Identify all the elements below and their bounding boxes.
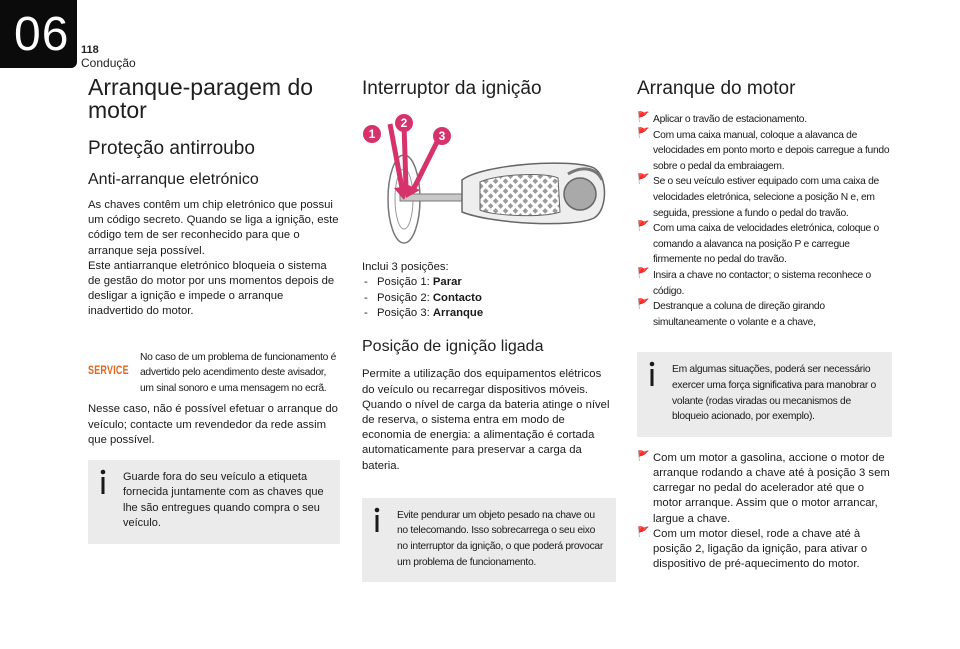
ignition-key-illustration [362, 114, 616, 254]
svg-text:2: 2 [400, 116, 408, 130]
chapter-title: Condução [81, 56, 136, 70]
list-item: 🚩 Destranque a coluna de direção girando simultaneamente o volante e a chave, [637, 299, 825, 328]
positions-intro: Inclui 3 posições: [362, 261, 449, 273]
ignition-on-paragraph-1: Permite a utilização dos equipamentos elétricos do veículo ou recarregar dispositivos móveis. [362, 368, 602, 396]
column-engine-start [637, 76, 892, 572]
engine-type-steps-list [637, 451, 892, 573]
immobiliser-paragraph-2: Este antiarranque eletrónico bloqueia o sistema de gestão do motor por uns momentos depois de desligar a ignição e impede o arranque inadvertido do motor. [88, 259, 335, 318]
page-number: 118 [81, 44, 99, 56]
info-note-text: Guarde fora do seu veículo a etiqueta fornecida juntamente com as chaves que lhe são entregues quando compra o seu veículo. [123, 471, 324, 530]
immobiliser-paragraph-1: As chaves contêm um chip eletrónico que possui um código secreto. Quando se liga a ignição, este código tem de ser reconhecido para que o arranque seja possível. [88, 199, 339, 257]
page-title: Arranque-paragem do motor [88, 74, 314, 123]
list-item: 🚩 Com um motor diesel, rode a chave até à posição 2, ligação da ignição, para ativar o dispositivo de pré-aquecimento do motor. [637, 526, 868, 571]
step-flag-icon: 🚩 [637, 127, 650, 139]
chapter-tab [0, 0, 77, 68]
start-steps-list [637, 112, 892, 330]
list-item: 🚩 Insira a chave no contactor; o sistema reconhece o código. [637, 267, 871, 297]
step-flag-icon: 🚩 [637, 267, 650, 279]
subsection-title-immobiliser: Anti-arranque eletrónico [88, 171, 259, 188]
section-title-engine-start: Arranque do motor [637, 78, 796, 99]
list-item: 🚩 Aplicar o travão de estacionamento. [637, 112, 807, 125]
ignition-on-paragraph-2: Quando o nível de carga da bateria atinge o nível de reserva, o sistema entra em modo de economia de energia: a alimentação é cortada automaticamente para preservar a carga da bateria. [362, 398, 610, 472]
info-icon [97, 469, 109, 495]
info-note-key-label [88, 460, 340, 544]
list-item: 🚩 Com uma caixa manual, coloque a alavanca de velocidades em ponto morto e depois carregue a fundo sobre o pedal da embraiagem. [637, 127, 890, 172]
chapter-number: 06 [14, 8, 70, 61]
info-note-heavy-object [362, 498, 616, 582]
list-item: - Posição 1: Parar [362, 275, 616, 290]
list-item: - Posição 2: Contacto [362, 291, 616, 306]
step-flag-icon: 🚩 [637, 221, 650, 233]
step-flag-icon: 🚩 [637, 174, 650, 186]
column-ignition-switch [362, 76, 616, 582]
immobiliser-paragraph-3: Nesse caso, não é possível efetuar o arranque do veículo; contacte um revendedor da rede assim que possível. [88, 403, 338, 446]
step-flag-icon: 🚩 [637, 450, 650, 462]
section-title-ignition-switch: Interruptor da ignição [362, 78, 542, 99]
position-marker-2 [395, 114, 413, 132]
column-anti-theft [88, 76, 340, 544]
info-icon [646, 361, 658, 387]
step-flag-icon: 🚩 [637, 526, 650, 538]
section-title-ignition-on: Posição de ignição ligada [362, 338, 544, 356]
list-item: - Posição 3: Arranque [362, 306, 616, 321]
position-marker-1 [363, 125, 381, 143]
step-flag-icon: 🚩 [637, 299, 650, 311]
positions-list [362, 275, 616, 321]
info-icon [371, 507, 383, 533]
info-note-steering-force [637, 352, 892, 436]
position-marker-3 [433, 127, 451, 145]
svg-text:1: 1 [368, 127, 376, 141]
list-item: 🚩 Se o seu veículo estiver equipado com uma caixa de velocidades eletrónica, selecione a posição N e, em seguida, pressione a fundo o pedal do travão. [637, 174, 879, 219]
service-warning-block [88, 350, 340, 397]
section-title-anti-theft: Proteção antirroubo [88, 138, 255, 159]
step-flag-icon: 🚩 [637, 112, 650, 123]
list-item: 🚩 Com um motor a gasolina, accione o motor de arranque rodando a chave até à posição 3 sem carregar no pedal do acelerador até que o motor arranque. Assim que o motor arrancar, largue a chave. [637, 450, 890, 525]
info-note-text: Em algumas situações, poderá ser necessário exercer uma força significativa para manobrar o volante (rodas viradas ou mecanismos de bloqueio acionado, por exemplo). [672, 364, 876, 423]
service-warning-icon: SERVICE [88, 364, 129, 377]
list-item: 🚩 Com uma caixa de velocidades eletrónica, coloque o comando a alavanca na posição P e carregue firmemente no pedal do travão. [637, 221, 879, 266]
svg-text:3: 3 [438, 129, 446, 143]
info-note-text: Evite pendurar um objeto pesado na chave ou no telecomando. Isso sobrecarrega o seu eixo no interruptor da ignição, o que poderá provocar um problema de funcionamento. [397, 509, 603, 568]
service-warning-text: No caso de um problema de funcionamento é advertido pelo acendimento deste avisador, um sinal sonoro e uma mensagem no ecrã. [140, 351, 337, 394]
